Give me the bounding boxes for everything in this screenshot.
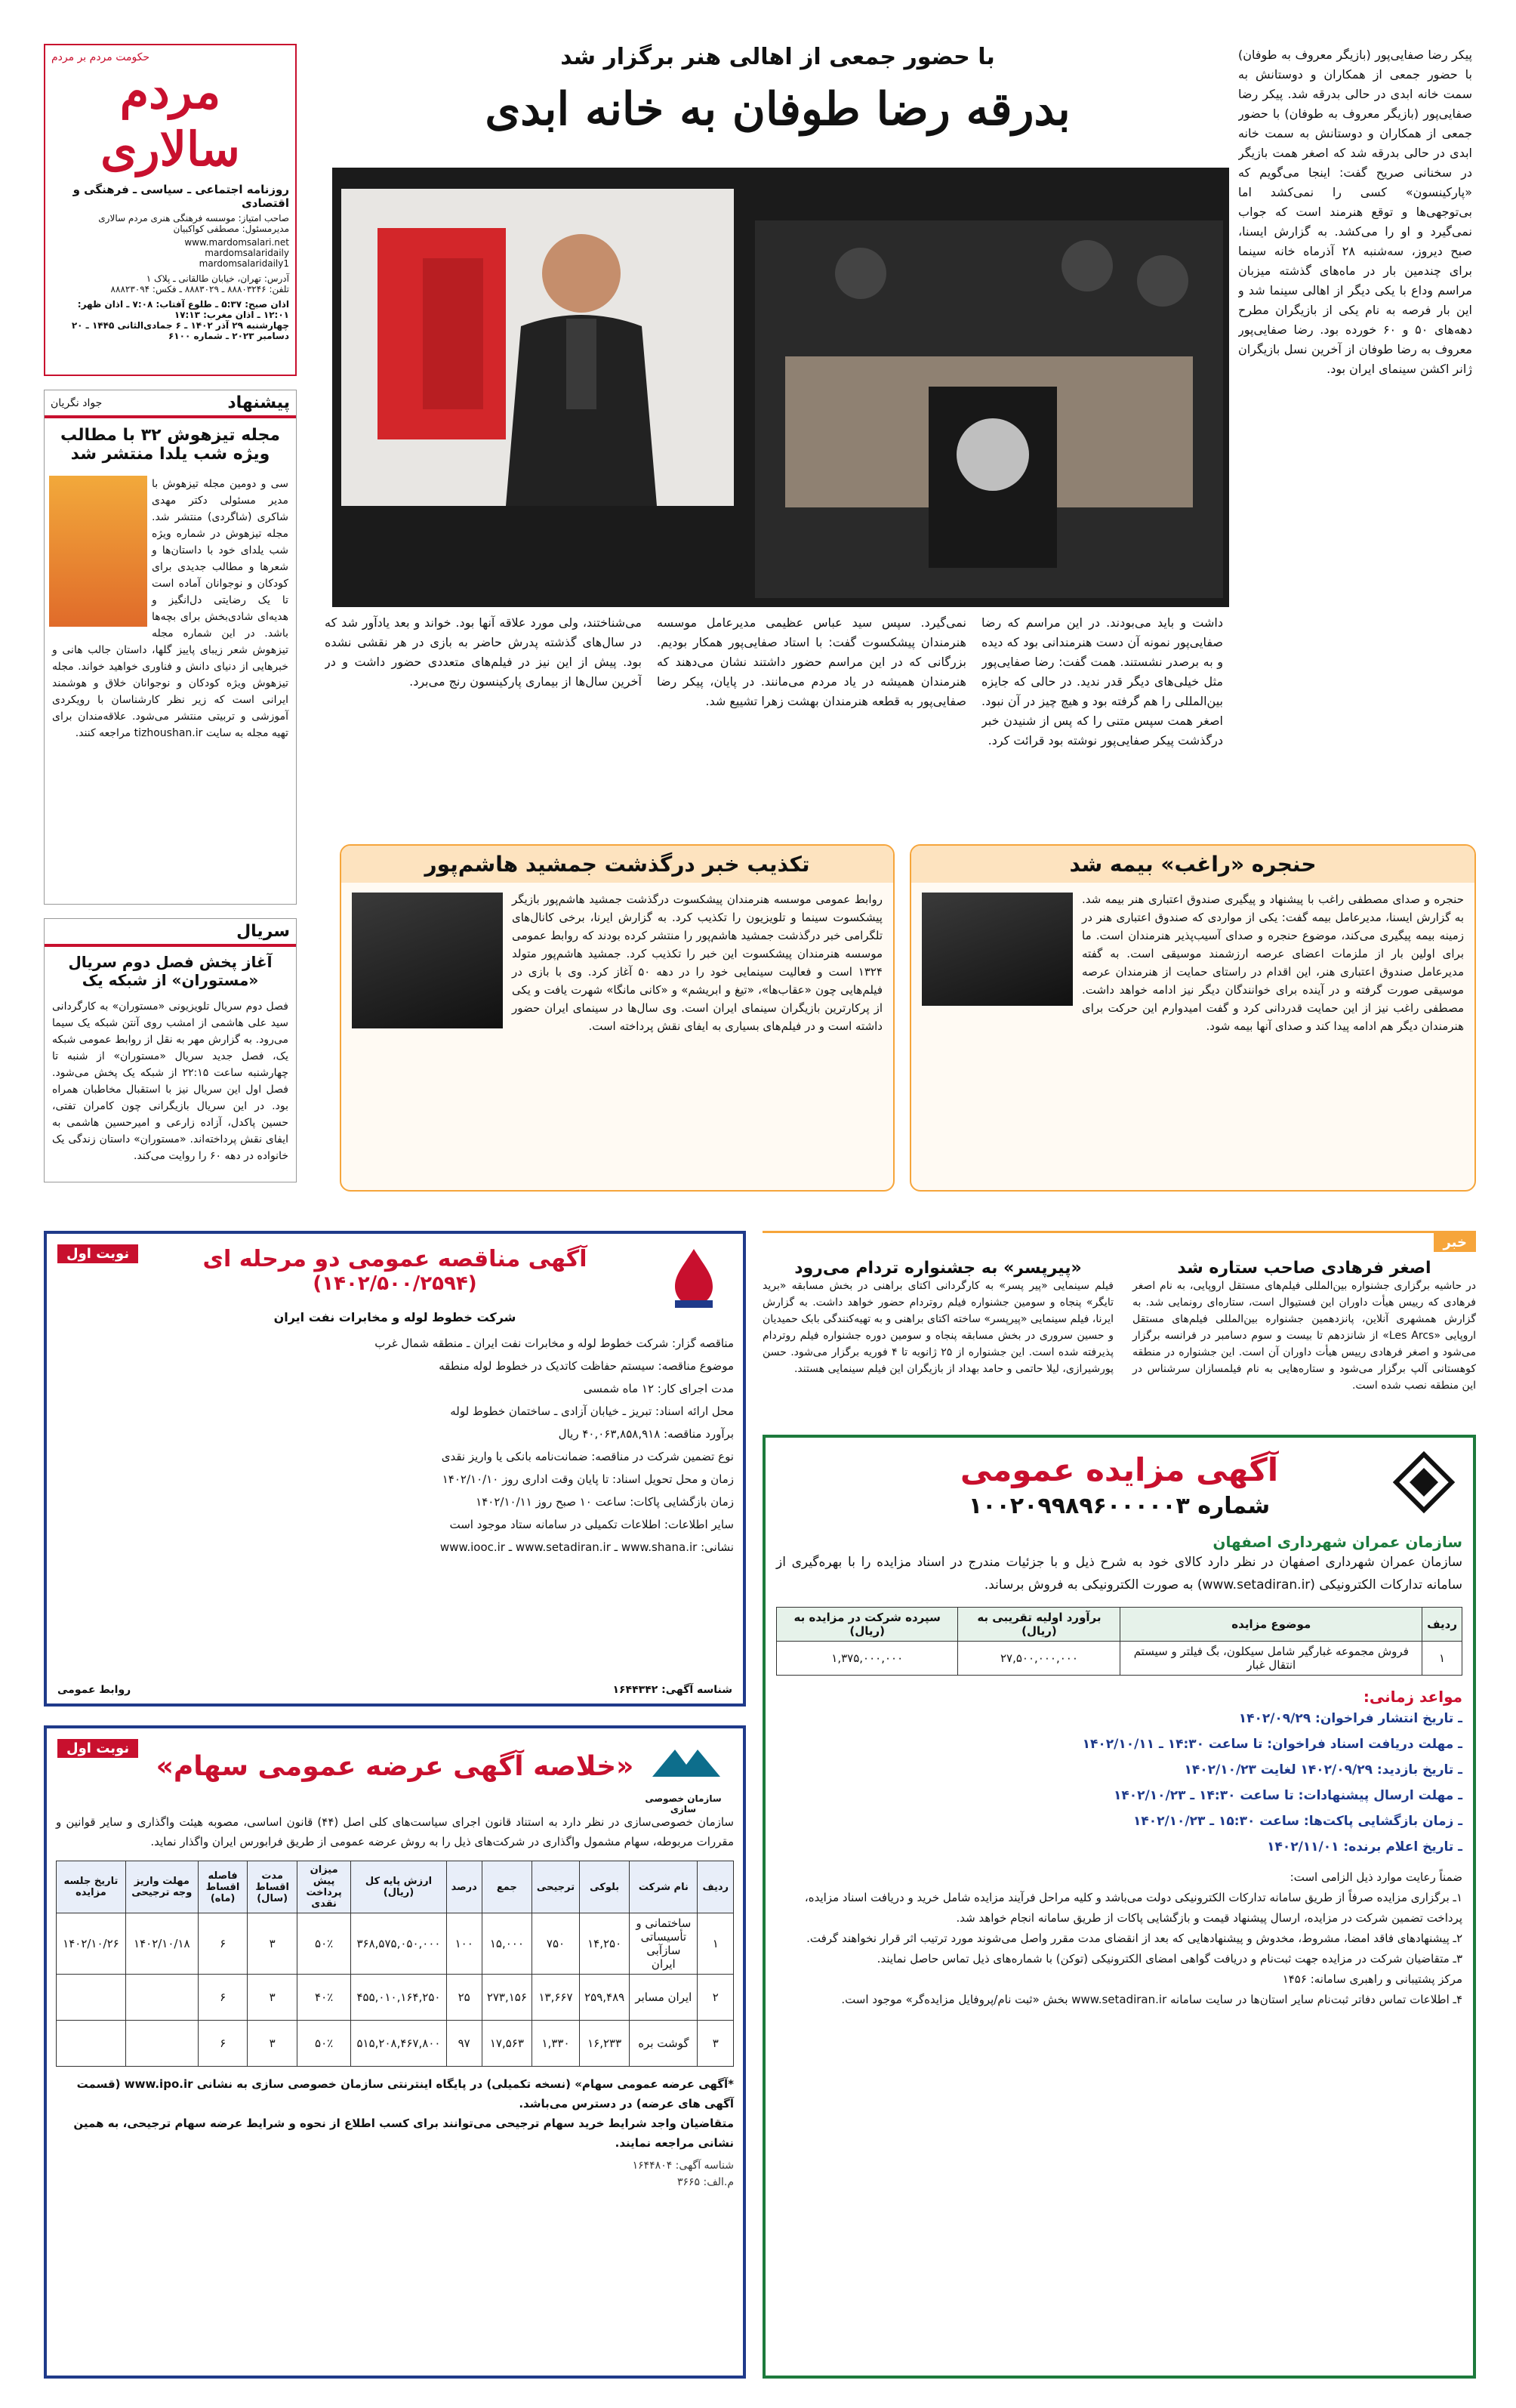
ad-shares-td — [125, 2021, 198, 2067]
ad-shares-th: جمع — [482, 1861, 532, 1913]
masthead-site-3[interactable]: mardomsalaridaily1 — [199, 258, 289, 269]
aside-suggestion — [44, 390, 297, 905]
ad-auction-table — [776, 1607, 1462, 1676]
ad-tender-line: سایر اطلاعات: اطلاعات تکمیلی در سامانه ستاد موجود است — [449, 1518, 734, 1531]
funeral-photo-illustration — [332, 168, 1229, 607]
td-row: ۱ — [1422, 1642, 1462, 1676]
ad-shares-td: ۲۵۹,۴۸۹ — [580, 1975, 630, 2021]
ad-auction-number: شماره ۱۰۰۲۰۹۹۸۹۶۰۰۰۰۰۳ — [968, 1493, 1271, 1519]
ad-auction-schedule-item: ـ مهلت ارسال پیشنهادات: تا ساعت ۱۴:۳۰ ـ ۱۴۰۲/۱۰/۲۳ — [1114, 1788, 1462, 1803]
ad-shares-footer-line: *آگهی عرضه عمومی سهام» (نسخه تکمیلی) در پایگاه اینترنتی سازمان خصوصی سازی به نشانی www.ipo.ir (قسمت آگهی های عرضه) در دسترس می‌باشد. — [76, 2077, 734, 2110]
masthead-slogan: حکومت مردم بر مردم — [51, 51, 150, 63]
story-ragheb — [910, 844, 1476, 1192]
ad-shares-td: ۳۶۸,۵۷۵,۰۵۰,۰۰۰ — [351, 1913, 446, 1975]
ad-auction-schedule-title: مواعد زمانی: — [1363, 1688, 1462, 1706]
ad-shares-th: بلوکی — [580, 1861, 630, 1913]
news-pirpesar — [763, 1259, 1114, 1377]
ad-auction-note: ۳ـ متقاضیان شرکت در مزایده جهت ثبت‌نام و دریافت گواهی امضای الکترونیکی (توکن) با شماره‌های ذیل تماس حاصل نمایند. — [877, 1952, 1462, 1966]
td-deposit: ۱,۳۷۵,۰۰۰,۰۰۰ — [777, 1642, 958, 1676]
ad-shares-td: ۱۳,۶۶۷ — [532, 1975, 579, 2021]
ad-shares — [44, 1725, 746, 2379]
th-row: ردیف — [1422, 1608, 1462, 1642]
ad-shares-td: ۳ — [248, 1975, 297, 2021]
ad-shares-td: ۱۴,۲۵۰ — [580, 1913, 630, 1975]
ad-shares-footer-line: متقاضیان واجد شرایط خرید سهام ترجیحی می‌توانند برای کسب اطلاع از نحوه و شرایط عرضه سهام ترجیحی، به همین نشانی مراجعه نمایند. — [73, 2117, 734, 2150]
ad-tender-lines — [56, 1332, 734, 1559]
ad-tender — [44, 1231, 746, 1707]
ad-auction-schedule-item: ـ تاریخ اعلام برنده: ۱۴۰۲/۱۱/۰۱ — [1267, 1839, 1462, 1855]
ad-tender-line: زمان بازگشایی پاکات: ساعت ۱۰ صبح روز ۱۴۰۲/۱۰/۱۱ — [476, 1495, 734, 1509]
ad-shares-td: ۳ — [698, 2021, 734, 2067]
ad-shares-table-head — [57, 1861, 734, 1913]
ad-shares-td: ۵۰٪ — [297, 2021, 351, 2067]
ad-shares-td: ایران مسابر — [630, 1975, 698, 2021]
story-hashempour-photo — [352, 893, 503, 1028]
ad-shares-th: میزان پیش پرداخت نقدی — [297, 1861, 351, 1913]
ad-shares-th: مهلت واریز وجه ترجیحی — [125, 1861, 198, 1913]
ad-tender-footer — [57, 1684, 732, 1696]
aside-suggestion-author: جواد نگریان — [51, 396, 103, 409]
ad-shares-intro: سازمان خصوصی‌سازی در نظر دارد به استناد قانون اجرای سیاست‌های کلی اصل (۴۴) قانون اساسی، مصوبه هیئت واگذاری و سایر قوانین و مقررات مربوطه، سهام مشمول واگذاری در شرکت‌های ذیل را به روش عرضه عمومی از طریق فرابورس ایران واگذار نماید. — [56, 1815, 734, 1848]
ad-shares-td: ۵۰٪ — [297, 1913, 351, 1975]
ad-shares-td: ۲۵ — [446, 1975, 482, 2021]
ad-shares-th: درصد — [446, 1861, 482, 1913]
ad-shares-id: شناسه آگهی: ۱۶۴۴۸۰۴ — [632, 2160, 734, 2172]
table-row — [57, 1913, 734, 1975]
lead-headline: بدرقه رضا طوفان به خانه ابدی — [485, 83, 1071, 136]
magazine-cover — [49, 476, 147, 627]
ad-shares-td: گوشت بره — [630, 2021, 698, 2067]
ad-shares-td: ۱۵,۰۰۰ — [482, 1913, 532, 1975]
aside-suggestion-header — [45, 390, 296, 418]
masthead-phones: تلفن: ۸۸۸۰۳۲۴۶ ـ ۸۸۸۳۰۲۹ ـ فکس: ۸۸۸۲۳۰۹۴ — [110, 284, 289, 294]
news-pirpesar-title: «پیرپسر» به جشنواره تردام می‌رود — [794, 1259, 1082, 1278]
masthead-subtitle: روزنامه اجتماعی ـ سیاسی ـ فرهنگی و اقتصادی — [72, 183, 289, 210]
ad-tender-code: (۱۴۰۲/۵۰۰/۲۵۹۴) — [313, 1272, 477, 1295]
news-farhadi-title: اصغر فرهادی صاحب ستاره شد — [1177, 1259, 1431, 1278]
ad-shares-th: ارزش پایه کل (ریال) — [351, 1861, 446, 1913]
table-row — [57, 2021, 734, 2067]
lead-col-right: پیکر رضا صفایی‌پور (بازیگر معروف به طوفان) با حضور جمعی از همکاران و دوستانش به سمت خانه ابدی در حالی بدرقه شد. پیکر رضا صفایی‌پور (بازیگر معروف به طوفان) با حضور جمعی از همکاران و دوستانش به سمت خانه ابدی در حالی بدرقه شد که اصغر همت بازیگر در سخنانی صریح گفت: اینجا می‌گویم که «پارکینسون» کسی را نمی‌کشد اما بی‌توجهی‌ها و توقع هنرمند است که جواب نمی‌گیرد و او را می‌کشد. به گزارش ایسنا، صبح دیروز، سه‌شنبه ۲۸ آذرماه خانه سینما برای چندمین بار در ماه‌های گذشته میزبان مراسم وداع با یکی دیگر از اهالی سینما شد و این بار فرصه به نام یکی از بازیگران مطرح دهه‌های ۵۰ و ۶۰ خورده بود. رضا صفایی‌پور معروف به رضا طوفان از آخرین نسل بازیگران ژانر اکشن سینمای ایران بود. — [1238, 48, 1472, 376]
ad-shares-td: ۱۶,۲۳۳ — [580, 2021, 630, 2067]
td-estimate: ۲۷,۵۰۰,۰۰۰,۰۰۰ — [958, 1642, 1120, 1676]
ad-shares-td: ۳ — [248, 1913, 297, 1975]
ad-auction — [763, 1435, 1476, 2379]
ad-auction-note: ۴ـ اطلاعات تماس دفاتر ثبت‌نام سایر استان‌ها در سایت سامانه www.setadiran.ir بخش «ثبت نام/پروفایل مزایده‌گر» موجود است. — [841, 1993, 1462, 2006]
news-pirpesar-body: فیلم سینمایی «پیر پسر» به کارگردانی اکتای براهنی در بخش مسابقه «برید تایگر» پنجاه و سومین جشنواره فیلم روتردام حضور خواهد داشت. به گزارش ایرنا، فیلم سینمایی «پیرپسر» ساخته اکتای براهنی و به تهیه‌کنندگی بابک حمیدیان و حسین سروری در بخش مسابقه پنجاه و سومین دوره جشنواره فیلم روتردام پذیرفته شده است. این جشنواره از ۲۵ ژانویه تا ۴ فوریه برگزار می‌شود. حسن پورشیرازی، لیلا حاتمی و حامد بهداد از بازیگران این فیلم سینمایی هستند. — [763, 1280, 1114, 1375]
ad-shares-td: ۱۷,۵۶۳ — [482, 2021, 532, 2067]
ad-shares-org: سازمان خصوصی سازی — [645, 1793, 722, 1814]
masthead-logo: مردم سالاری — [100, 64, 240, 177]
th-estimate: برآورد اولیه تقریبی به (ریال) — [958, 1608, 1120, 1642]
td-subject: فروش مجموعه غبارگیر شامل سیکلون، بگ فیلتر و سیستم انتقال غبار — [1120, 1642, 1422, 1676]
aside-serial-header — [45, 919, 296, 947]
ad-shares-td: ۲ — [698, 1975, 734, 2021]
aside-suggestion-label: پیشنهاد — [227, 393, 290, 412]
masthead-site-2[interactable]: mardomsalaridaily — [205, 248, 289, 258]
ad-auction-org: سازمان عمران شهرداری اصفهان — [1212, 1533, 1462, 1551]
ad-auction-schedule-item: ـ مهلت دریافت اسناد فراخوان: تا ساعت ۱۴:۳۰ ـ ۱۴۰۲/۱۰/۱۱ — [1082, 1737, 1462, 1752]
lead-col-far: می‌شناختند، ولی مورد علاقه آنها بود. خواند و بعد یادآور شد که در سال‌های گذشته پدرش حاضر به بازی در هر نقشی نشده بود. پیش از این نیز در فیلم‌های متعددی حضور داشت و در آخرین سال‌ها از بیماری پارکینسون رنج می‌برد. — [325, 615, 642, 689]
ad-shares-td: ۶ — [198, 1913, 248, 1975]
ad-auction-note: مرکز پشتیبانی و راهبری سامانه: ۱۴۵۶ — [1282, 1972, 1462, 1986]
ad-shares-id: م.الف: ۳۶۶۵ — [676, 2176, 734, 2188]
ad-shares-td — [57, 2021, 126, 2067]
ad-tender-line: مدت اجرای کار: ۱۲ ماه شمسی — [583, 1382, 734, 1395]
ad-shares-td: ۱,۳۳۰ — [532, 2021, 579, 2067]
ad-shares-td: ۱۰۰ — [446, 1913, 482, 1975]
ad-shares-td: ۴۰٪ — [297, 1975, 351, 2021]
ad-tender-line: موضوع مناقصه: سیستم حفاظت کاتدیک در خطوط لوله منطقه — [439, 1359, 734, 1373]
ad-shares-td: ۱۴۰۲/۱۰/۲۶ — [57, 1913, 126, 1975]
ad-tender-line: برآورد مناقصه: ۴۰,۰۶۳,۸۵۸,۹۱۸ ریال — [558, 1427, 734, 1441]
masthead-date: چهارشنبه ۲۹ آذر ۱۴۰۲ ـ ۶ جمادی‌الثانی ۱۴۴۵ ـ ۲۰ دسامبر ۲۰۲۳ ـ شماره ۶۱۰۰ — [71, 320, 289, 341]
aside-serial — [44, 918, 297, 1182]
aside-serial-label: سریال — [236, 922, 290, 941]
ad-shares-th: نام شرکت — [630, 1861, 698, 1913]
ad-shares-td — [125, 1975, 198, 2021]
ad-auction-table-head — [777, 1608, 1462, 1642]
ad-auction-note: ضمناً رعایت موارد ذیل الزامی است: — [1290, 1870, 1462, 1884]
ad-auction-title: آگهی مزایده عمومی — [960, 1451, 1279, 1488]
table-row — [777, 1642, 1462, 1676]
privatization-logo — [645, 1739, 728, 1792]
ad-tender-line: زمان و محل تحویل اسناد: تا پایان وقت اداری روز ۱۴۰۲/۱۰/۱۰ — [442, 1472, 734, 1486]
masthead — [44, 44, 297, 376]
story-hashempour-body: روابط عمومی موسسه هنرمندان پیشکسوت درگذشت جمشید هاشم‌پور بازیگر پیشکسوت سینما و تلویزیون را تکذیب کرد. به گزارش ایرنا، برخی کانال‌های تلگرامی خبر درگذشت جمشید هاشم‌پور را منتشر کرده بودند که روابط عمومی موسسه هنرمندان پیشکسوت این خبر را تکذیب کرد. جمشید هاشم‌پور متولد ۱۳۲۴ است و فعالیت سینمایی خود را در دهه ۵۰ آغاز کرد. وی با بازی در فیلم‌هایی چون «عقاب‌ها»، «تیغ و ابریشم» و «کانی مانگا» شهرت یافت و یکی از پرکارترین بازیگران سینمای ایران است. وی سال‌ها در سینمای ایران حضور داشته است و در فیلم‌های بسیاری به ایفای نقش پرداخته است. — [512, 893, 883, 1033]
ad-shares-th: ردیف — [698, 1861, 734, 1913]
story-ragheb-body: حنجره و صدای مصطفی راغب با پیشنهاد و پیگیری صندوق اعتباری هنر بیمه شد. به گزارش ایسنا، مدیرعامل بیمه گفت: یکی از مواردی که صندوق اعتباری هنر در زمینه بیمه پیگیری می‌کند، موضوع حنجره و صدای آسیب‌پذیر هنرمندان است. ما برای اولین بار از ملزمات اعضای عرصه ارزشمند موسیقی است. به گفته مدیرعامل صندوق اعتباری هنر، این اقدام در راستای حمایت از هنرمندان عرصه موسیقی صورت گرفته و در آینده برای خوانندگان دیگر نیز ادامه خواهد داشت. مصطفی راغب نیز از این حمایت قدردانی کرد و گفت امیدوارم این حرکت برای هنرمندان دیگر هم ادامه پیدا کند و صدای آنها بیمه شود. — [1082, 893, 1464, 1033]
ad-tender-id: شناسه آگهی: ۱۶۴۴۳۴۲ — [612, 1684, 732, 1696]
masthead-prayer: اذان صبح: ۵:۳۷ ـ طلوع آفتاب: ۷:۰۸ ـ اذان ظهر: ۱۲:۰۱ ـ اذان مغرب: ۱۷:۱۳ — [77, 299, 289, 320]
ad-shares-title: «خلاصه آگهی عرضه عمومی سهام» — [156, 1751, 634, 1782]
lead-kicker: با حضور جمعی از اهالی هنر برگزار شد — [560, 44, 995, 70]
ad-shares-td: ۲۷۳,۱۵۶ — [482, 1975, 532, 2021]
ad-shares-th: ترجیحی — [532, 1861, 579, 1913]
news-section — [763, 1231, 1476, 1427]
aside-suggestion-body: سی و دومین مجله تیزهوش با مدیر مسئولی دکتر مهدی شاکری (شاگردی) منتشر شد. مجله تیزهوش در شماره ویژه شب یلدای خود با داستان‌ها و شعرها و مطالب جدیدی برای کودکان و نوجوانان آماده است تا یک رضایتی دل‌انگیز و هدیه‌ای شادی‌بخش برای بچه‌ها باشد. در این شماره مجله تیزهوش شعر زیبای پاییز گلها، داستان جالب هانی و خبرهایی از دنیای دانش و فناوری خواهید خواند. مجله تیزهوش ویژه کودکان و نوجوانان خلاق و هوشمند ایرانی است که زیر نظر کارشناسان با رویکردی آموزشی و تربیتی منتشر می‌شود. علاقه‌مندان برای تهیه مجله به سایت tizhoushan.ir مراجعه کنند. — [52, 478, 288, 739]
ad-shares-td: ۱ — [698, 1913, 734, 1975]
story-hashempour-title: تکذیب خبر درگذشت جمشید هاشم‌پور — [341, 846, 893, 883]
ad-tender-org: شرکت خطوط لوله و مخابرات نفت ایران — [273, 1310, 516, 1324]
ad-shares-td: ۷۵۰ — [532, 1913, 579, 1975]
aside-suggestion-title: مجله تیزهوش ۳۲ با مطالب ویژه شب یلدا منتشر شد — [60, 426, 280, 464]
ad-shares-td: ساختمانی و تأسیساتی سازآبی ایران — [630, 1913, 698, 1975]
ad-shares-td: ۶ — [198, 2021, 248, 2067]
ad-auction-notes — [776, 1867, 1462, 2010]
ad-shares-td: ۴۵۵,۰۱۰,۱۶۴,۲۵۰ — [351, 1975, 446, 2021]
lead-photo — [332, 168, 1229, 607]
aside-serial-title: آغاز پخش فصل دوم سریال «مستوران» از شبکه یک — [68, 953, 273, 989]
ad-shares-ids — [56, 2157, 734, 2191]
news-farhadi-body: در حاشیه برگزاری جشنواره بین‌المللی فیلم‌های مستقل اروپایی، به نام اصغر فرهادی که رییس هیأت داوران این فستیوال است، ستاره‌ای رونمایی شد. به گزارش همشهری آنلاین، پانزدهمین جشنواره بین‌المللی فیلم‌های مستقل اروپایی «Les Arcs» از شانزدهم تا بیست و سوم دسامبر در فرانسه برگزار می‌شود و اصغر فرهادی رییس هیأت داوران آن است. این جشنواره در منطقه کوهستانی آلپ برگزار می‌شود و ستاره‌هایی به نام فیلمسازان سرشناس در این منطقه نصب شده است. — [1132, 1280, 1476, 1392]
story-ragheb-title: حنجره «راغب» بیمه شد — [911, 846, 1474, 883]
ad-auction-note: ۱ـ برگزاری مزایده صرفاً از طریق سامانه تدارکات الکترونیکی دولت می‌باشد و کلیه مراحل فرآیند مزایده شامل خرید و دریافت اسناد مزایده، پرداخت تضمین شرکت در مزایده، ارسال پیشنهاد قیمت و بازگشایی پاکات از طریق سامانه انجام خواهد شد. — [804, 1891, 1462, 1925]
ad-shares-td: ۳ — [248, 2021, 297, 2067]
story-ragheb-photo — [922, 893, 1073, 1006]
ad-shares-td: ۹۷ — [446, 2021, 482, 2067]
ad-shares-td: ۱۴۰۲/۱۰/۱۸ — [125, 1913, 198, 1975]
lead-col-mid: داشت و باید می‌بودند. در این مراسم که رضا صفایی‌پور نمونه آن دست هنرمندانی بود که دیده و به برصدر نشستند. همت گفت: رضا صفایی‌پور مثل خیلی‌های دیگر قدر ندید. در حالی که جایزه بین‌المللی را هم گرفته بود و هیچ چیز در آن نبود. اصغر همت سپس متنی را که پس از شنیدن خبر درگذشت پیکر صفایی‌پور نوشته بود قرائت کرد. — [981, 615, 1223, 748]
ad-shares-td: ۶ — [198, 1975, 248, 2021]
ad-shares-th: فاصله اقساط (ماه) — [198, 1861, 248, 1913]
ad-shares-th: مدت اقساط (سال) — [248, 1861, 297, 1913]
ad-shares-footer — [56, 2074, 734, 2153]
ad-shares-badge: نوبت اول — [57, 1739, 138, 1758]
ad-tender-title: آگهی مناقصه عمومی دو مرحله ای — [202, 1246, 587, 1272]
th-deposit: سپرده شرکت در مزایده به (ریال) — [777, 1608, 958, 1642]
masthead-director: مدیرمسئول: مصطفی کواکبیان — [173, 224, 289, 234]
news-farhadi — [1132, 1259, 1476, 1394]
ad-shares-td — [57, 1975, 126, 2021]
ad-auction-schedule-item: ـ تاریخ انتشار فراخوان: ۱۴۰۲/۰۹/۲۹ — [1238, 1711, 1462, 1726]
masthead-publisher: صاحب امتیاز: موسسه فرهنگی هنری مردم سالاری — [98, 213, 289, 224]
omran-logo — [1390, 1448, 1458, 1516]
ad-auction-note: ۲ـ پیشنهادهای فاقد امضا، مشروط، مخدوش و پیشنهادهایی که بعد از انقضای مدت مقرر واصل می‌شوند مورد ترتیب اثر قرار نخواهند گرفت. — [806, 1932, 1462, 1945]
ad-tender-line: نشانی: www.shana.ir ـ www.setadiran.ir ـ www.iooc.ir — [439, 1540, 734, 1554]
nioc-logo — [660, 1244, 728, 1312]
ad-tender-pr: روابط عمومی — [57, 1684, 131, 1696]
ad-auction-schedule-item: ـ تاریخ بازدید: ۱۴۰۲/۰۹/۲۹ لغایت ۱۴۰۲/۱۰/۲۳ — [1184, 1762, 1462, 1777]
lead-col-left: نمی‌گیرد. سپس سید عباس عظیمی مدیرعامل موسسه هنرمندان پیشکسوت گفت: با استاد صفایی‌پور همکار بودیم. بزرگانی که در این مراسم حضور داشتند نشان می‌دهند که هنرمندان همیشه در یاد مردم می‌مانند. در پایان، پیکر رضا صفایی‌پور به قطعه هنرمندان بهشت زهرا تشییع شد. — [657, 615, 966, 708]
th-subject: موضوع مزایده — [1120, 1608, 1422, 1642]
ad-tender-badge: نوبت اول — [57, 1244, 138, 1263]
ad-auction-schedule-item: ـ زمان بازگشایی پاکت‌ها: ساعت ۱۵:۳۰ ـ ۱۴۰۲/۱۰/۲۳ — [1132, 1814, 1462, 1829]
ad-auction-intro: سازمان عمران شهرداری اصفهان در نظر دارد کالای خود به شرح ذیل و با جزئیات مندرج در اسناد مزایده را با بهره‌گیری از سامانه تدارکات الکترونیکی (www.setadiran.ir) به صورت الکترونیکی به فروش برساند. — [776, 1555, 1462, 1592]
story-hashempour — [340, 844, 895, 1192]
ad-tender-line: نوع تضمین شرکت در مناقصه: ضمانت‌نامه بانکی یا واریز نقدی — [441, 1450, 734, 1463]
masthead-address: آدرس: تهران، خیابان طالقانی ـ پلاک ۱ — [146, 273, 289, 284]
aside-serial-body: فصل دوم سریال تلویزیونی «مستوران» به کارگردانی سید علی هاشمی از امشب روی آنتن شبکه یک سیما می‌رود. به گزارش مهر به نقل از روابط عمومی شبکه یک، فصل جدید سریال «مستوران» از شنبه تا چهارشنبه ساعت ۲۲:۱۵ از شبکه یک پخش می‌شود. فصل اول این سریال نیز با استقبال مخاطبان همراه بود. در این سریال بازیگرانی چون کامران تفتی، حسین پاکدل، آزاده زارعی و امیرحسین هاشمی به ایفای نقش پرداخته‌اند. «مستوران» داستان زندگی یک خانواده در دهه ۶۰ را روایت می‌کند. — [52, 1001, 288, 1162]
ad-tender-line: مناقصه گزار: شرکت خطوط لوله و مخابرات نفت ایران ـ منطقه شمال غرب — [374, 1337, 734, 1350]
ad-auction-schedule — [776, 1706, 1462, 1860]
ad-tender-line: محل ارائه اسناد: تبریز ـ خیابان آزادی ـ ساختمان خطوط لوله — [450, 1404, 734, 1418]
table-row — [57, 1975, 734, 2021]
ad-shares-table — [56, 1861, 734, 2067]
masthead-site-1[interactable]: www.mardomsalari.net — [184, 237, 289, 248]
ad-shares-td: ۵۱۵,۲۰۸,۴۶۷,۸۰۰ — [351, 2021, 446, 2067]
ad-shares-th: تاریخ جلسه مزایده — [57, 1861, 126, 1913]
news-label: خبر — [1434, 1233, 1476, 1252]
